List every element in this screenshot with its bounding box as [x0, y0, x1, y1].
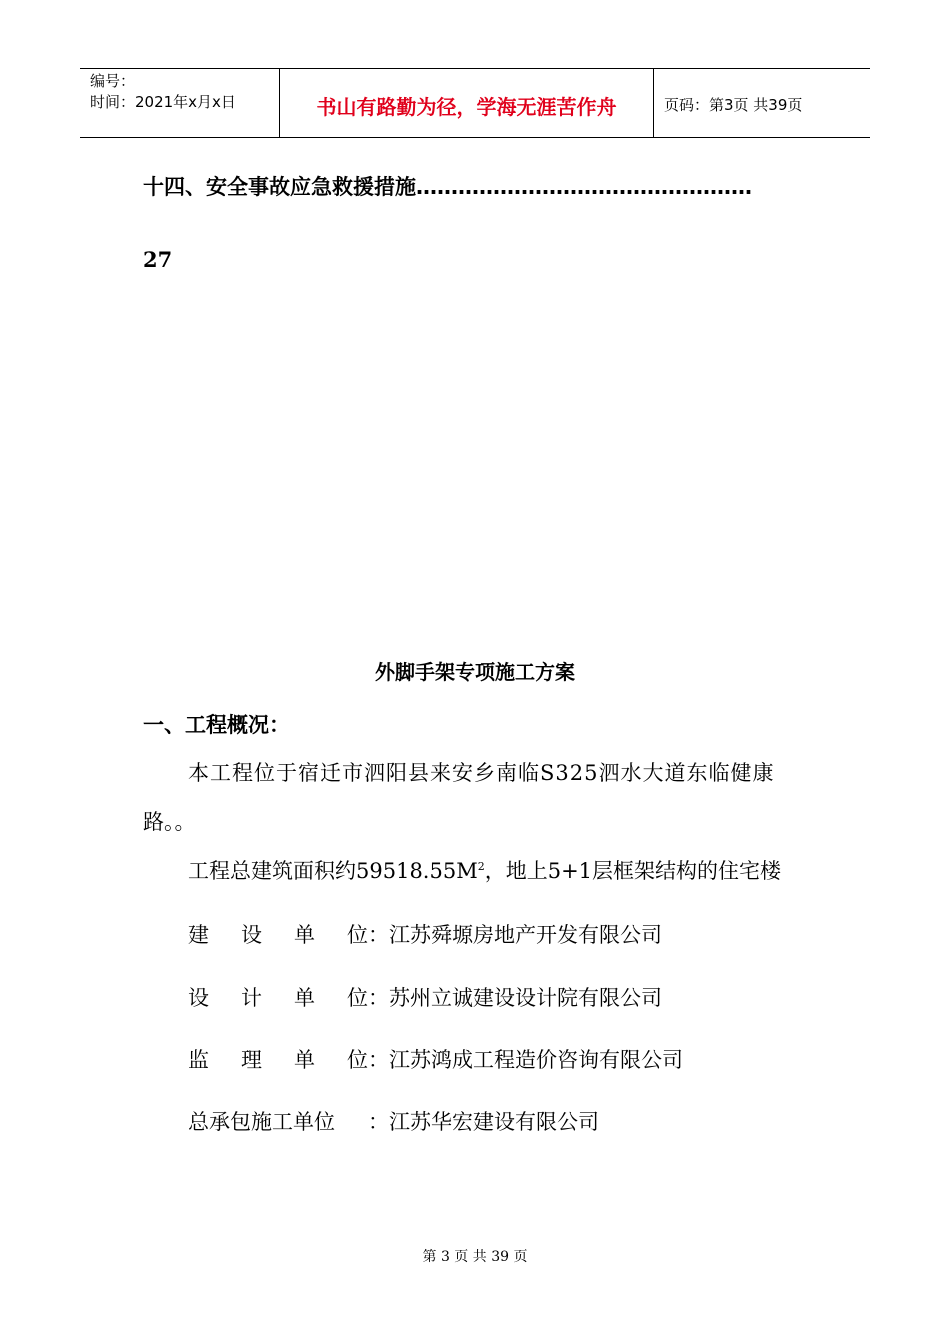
info-row-owner [188, 919, 662, 949]
info-row-designer [188, 982, 662, 1012]
header-number-label: 编号： [90, 72, 136, 90]
info-label: 建 设 单 位 [188, 923, 368, 947]
header-page-info: 页码：第3页 共39页 [664, 95, 803, 114]
header-meta-cell [80, 69, 280, 137]
info-colon: ： [368, 1048, 389, 1072]
header-time-label: 时间：2021年x月x日 [90, 93, 236, 111]
paragraph-area [188, 855, 781, 885]
toc-entry: 十四、安全事故应急救援措施………………………………………… [143, 175, 752, 199]
info-value: 江苏舜塬房地产开发有限公司 [389, 923, 662, 947]
info-label: 总承包施工单位 [188, 1110, 335, 1134]
info-row-contractor [188, 1106, 599, 1136]
paragraph-location-line1: 本工程位于宿迁市泗阳县来安乡南临S325泗水大道东临健康 [188, 761, 775, 785]
paragraph-location-line2: 路。。 [143, 810, 196, 834]
area-superscript: 2 [477, 860, 485, 873]
info-value: 江苏鸿成工程造价咨询有限公司 [389, 1048, 683, 1072]
header-motto: 书山有路勤为径，学海无涯苦作舟 [280, 69, 654, 137]
info-label: 监 理 单 位 [188, 1048, 368, 1072]
info-row-supervisor [188, 1044, 683, 1074]
info-colon: ： [368, 1110, 389, 1134]
info-label: 设 计 单 位 [188, 986, 368, 1010]
document-title: 外脚手架专项施工方案 [375, 660, 575, 684]
area-text-prefix: 工程总建筑面积约59518.55M [188, 859, 478, 883]
info-colon: ： [368, 923, 389, 947]
section-heading: 一、工程概况： [143, 713, 290, 737]
toc-page-number: 27 [143, 247, 173, 272]
page-footer: 第 3 页 共 39 页 [422, 1249, 528, 1265]
info-value: 苏州立诚建设设计院有限公司 [389, 986, 662, 1010]
page-header-table [80, 68, 870, 138]
info-colon: ： [368, 986, 389, 1010]
info-value: 江苏华宏建设有限公司 [389, 1110, 599, 1134]
area-text-suffix: ，地上5+1层框架结构的住宅楼 [484, 859, 782, 883]
